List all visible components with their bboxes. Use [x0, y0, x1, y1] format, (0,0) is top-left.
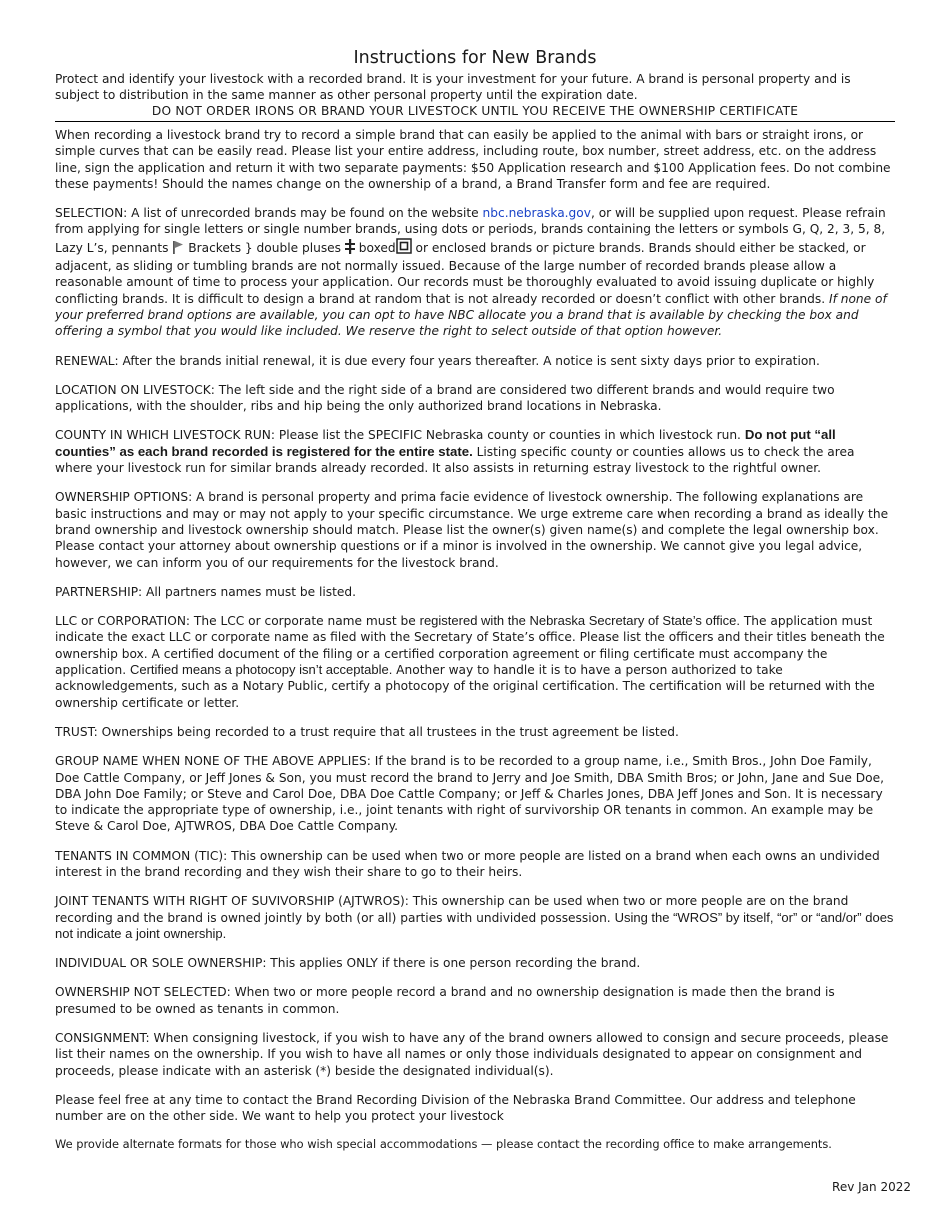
selection-text-3: Brackets } double pluses: [184, 240, 345, 255]
llc-section: [55, 613, 895, 711]
location-section: [55, 382, 895, 415]
partnership-heading: PARTNERSHIP:: [55, 584, 143, 599]
partnership-text: All partners names must be listed.: [142, 584, 356, 599]
trust-heading: TRUST:: [55, 724, 98, 739]
ownership-text: A brand is personal property and prima facie evidence of livestock ownership. The following explanations are basic instructions and may or may not apply to your specific circumstance. We urge extreme care when recording a brand as ideally the brand ownership and livestock ownership should match. Please list the owner(s) given name(s) and complete the legal ownership box. Please contact your attorney about ownership questions or if a minor is involved in the ownership. We cannot give you legal advice, however, we can inform you of our requirements for the livestock brand.: [55, 490, 889, 570]
double-plus-icon: [345, 239, 355, 258]
consignment-text: When consigning livestock, if you wish to have any of the brand owners allowed to consign and secure proceeds, please list their names on the ownership. If you wish to have all names or only those individuals designated to appear on consignment and proceeds, please indicate with an asterisk (*) beside the designated individual(s).: [55, 1031, 889, 1078]
county-text-1: Please list the SPECIFIC Nebraska county or counties in which livestock run.: [275, 428, 745, 443]
llc-text-3: Another way to handle it is to have a person authorized to take acknowledgements, such as a Notary Public, certify a photocopy of the original certification. The certification will be returned with the ownership certificate or letter.: [55, 663, 875, 710]
group-section: [55, 753, 895, 834]
not-selected-heading: OWNERSHIP NOT SELECTED:: [55, 985, 231, 1000]
trust-section: [55, 724, 895, 740]
selection-text-2: , or will be supplied upon request. Please refrain from applying for single letters or single number brands, using dots or periods, brands containing the letters or symbols G, Q, 2, 3, 5, 8, Lazy L’s, pennants: [55, 206, 886, 255]
revision-date: Rev Jan 2022: [832, 1180, 911, 1194]
selection-text-5: or enclosed brands or picture brands. Brands should either be stacked, or adjacent, as sliding or tumbling brands are not normally issued. Because of the large number of recorded brands please allow a reasonable amount of time to process your application. Our records must be thoroughly evaluated to avoid issuing duplicate or highly conflicting brands. It is difficult to design a brand at random that is not already recorded or doesn’t conflict with other brands.: [55, 240, 875, 306]
joint-text: This ownership can be used when two or more people are on the brand recording and the brand is owned jointly by both (or all) parties with undivided possession.: [55, 894, 849, 925]
contact-paragraph: Please feel free at any time to contact the Brand Recording Division of the Nebraska Brand Committee. Our address and telephone number are on the other side. We want to help you protect your livestock: [55, 1092, 856, 1124]
county-text-2: Listing specific county or counties allows us to check the area where your livestock run for similar brands already recorded. It also assists in returning estray livestock to the rightful owner.: [55, 444, 855, 476]
consignment-section: [55, 1030, 895, 1079]
intro-paragraph: Protect and identify your livestock with a recorded brand. It is your investment for your future. A brand is personal property and is subject to distribution in the same manner as other personal property until the expiration date.: [55, 72, 851, 102]
llc-text-1: The LCC or corporate name must be: [190, 614, 420, 629]
selection-text-1: A list of unrecorded brands may be found on the website: [127, 206, 483, 221]
llc-certified-note: Certified means a photocopy isn’t acceptable.: [129, 662, 393, 678]
not-selected-section: [55, 984, 895, 1017]
llc-heading: LLC or CORPORATION:: [55, 614, 191, 629]
selection-heading: SELECTION:: [55, 206, 128, 221]
general-instructions: When recording a livestock brand try to record a simple brand that can easily be applied to the animal with bars or straight irons, or simple curves that can be easily read. Please list your entire address, including route, box number, street address, etc. on the address line, sign the application and return it with two separate payments: $50 Application research and $100 Application fees. Do not combine these payments! Should the names change on the ownership of a brand, a Brand Transfer form and fee are required.: [55, 128, 891, 191]
partnership-section: [55, 584, 895, 600]
selection-italic-note: If none of your preferred brand options are available, you can opt to have NBC allocate you a brand that is available by checking the box and offering a symbol that you would like included. We reserve the right to select outside of that option however.: [55, 291, 887, 339]
joint-wros-note: Using the “WROS” by itself, “or” or “and/or” does not indicate a joint ownership.: [55, 909, 894, 941]
county-section: [55, 427, 895, 476]
accommodations-note: We provide alternate formats for those who wish special accommodations — please contact the recording office to make arrangements.: [55, 1136, 832, 1151]
renewal-heading: RENEWAL:: [55, 353, 119, 368]
llc-registered-note: registered with the Nebraska Secretary of State’s office.: [419, 613, 740, 629]
county-heading: COUNTY IN WHICH LIVESTOCK RUN:: [55, 428, 276, 443]
individual-section: [55, 955, 895, 971]
not-selected-text: When two or more people record a brand and no ownership designation is made then the brand is presumed to be owned as tenants in common.: [55, 985, 835, 1016]
llc-text-2: The application must indicate the exact LLC or corporate name as filed with the Secretary of State’s office. Please list the officers and their titles beneath the ownership box. A certified document of the filing or a certified corporation agreement or filing certificate must accompany the application.: [55, 614, 885, 678]
instructions-page: [55, 48, 895, 1152]
website-link[interactable]: nbc.nebraska.gov: [482, 206, 591, 221]
selection-text-4: boxed: [354, 240, 396, 255]
consignment-heading: CONSIGNMENT:: [55, 1031, 150, 1046]
county-bold-note: Do not put “all counties” as each brand recorded is registered for the entire state.: [55, 427, 836, 459]
warning-line: DO NOT ORDER IRONS OR BRAND YOUR LIVESTOCK UNTIL YOU RECEIVE THE OWNERSHIP CERTIFICATE: [55, 103, 895, 122]
tenants-section: [55, 848, 895, 881]
individual-heading: INDIVIDUAL OR SOLE OWNERSHIP:: [55, 956, 267, 971]
location-text: The left side and the right side of a brand are considered two different brands and would require two applications, with the shoulder, ribs and hip being the only authorized brand locations in Nebraska.: [55, 382, 835, 414]
selection-section: [55, 205, 895, 339]
joint-section: [55, 893, 895, 942]
tenants-heading: TENANTS IN COMMON (TIC):: [55, 848, 228, 863]
group-heading: GROUP NAME WHEN NONE OF THE ABOVE APPLIES:: [55, 754, 371, 769]
renewal-text: After the brands initial renewal, it is due every four years thereafter. A notice is sent sixty days prior to expiration.: [118, 353, 820, 368]
renewal-section: [55, 353, 895, 369]
ownership-section: [55, 489, 895, 570]
ownership-heading: OWNERSHIP OPTIONS:: [55, 490, 193, 505]
individual-text: This applies ONLY if there is one person recording the brand.: [266, 956, 641, 971]
pennant-icon: [172, 240, 184, 258]
joint-heading: JOINT TENANTS WITH RIGHT OF SUVIVORSHIP (AJTWROS):: [55, 894, 409, 909]
location-heading: LOCATION ON LIVESTOCK:: [55, 382, 215, 397]
trust-text: Ownerships being recorded to a trust require that all trustees in the trust agreement be listed.: [97, 724, 679, 739]
boxed-brand-icon: [396, 238, 412, 258]
group-text: If the brand is to be recorded to a group name, i.e., Smith Bros., John Doe Family, Doe Cattle Company, or Jeff Jones & Son, you must record the brand to Jerry and Joe Smith, DBA Smith Bros; or John, Jane and Sue Doe, DBA John Doe Family; or Steve and Carol Doe, DBA Doe Cattle Company; or Jeff & Charles Jones, DBA Jeff Jones and Son. It is necessary to indicate the appropriate type of ownership, i.e., joint tenants with right of survivorship OR tenants in common. An example may be Steve & Carol Doe, AJTWROS, DBA Doe Cattle Company.: [55, 754, 884, 834]
page-title: Instructions for New Brands: [353, 48, 597, 68]
tenants-text: This ownership can be used when two or more people are listed on a brand when each owns an undivided interest in the brand recording and they wish their share to go to their heirs.: [55, 848, 880, 879]
